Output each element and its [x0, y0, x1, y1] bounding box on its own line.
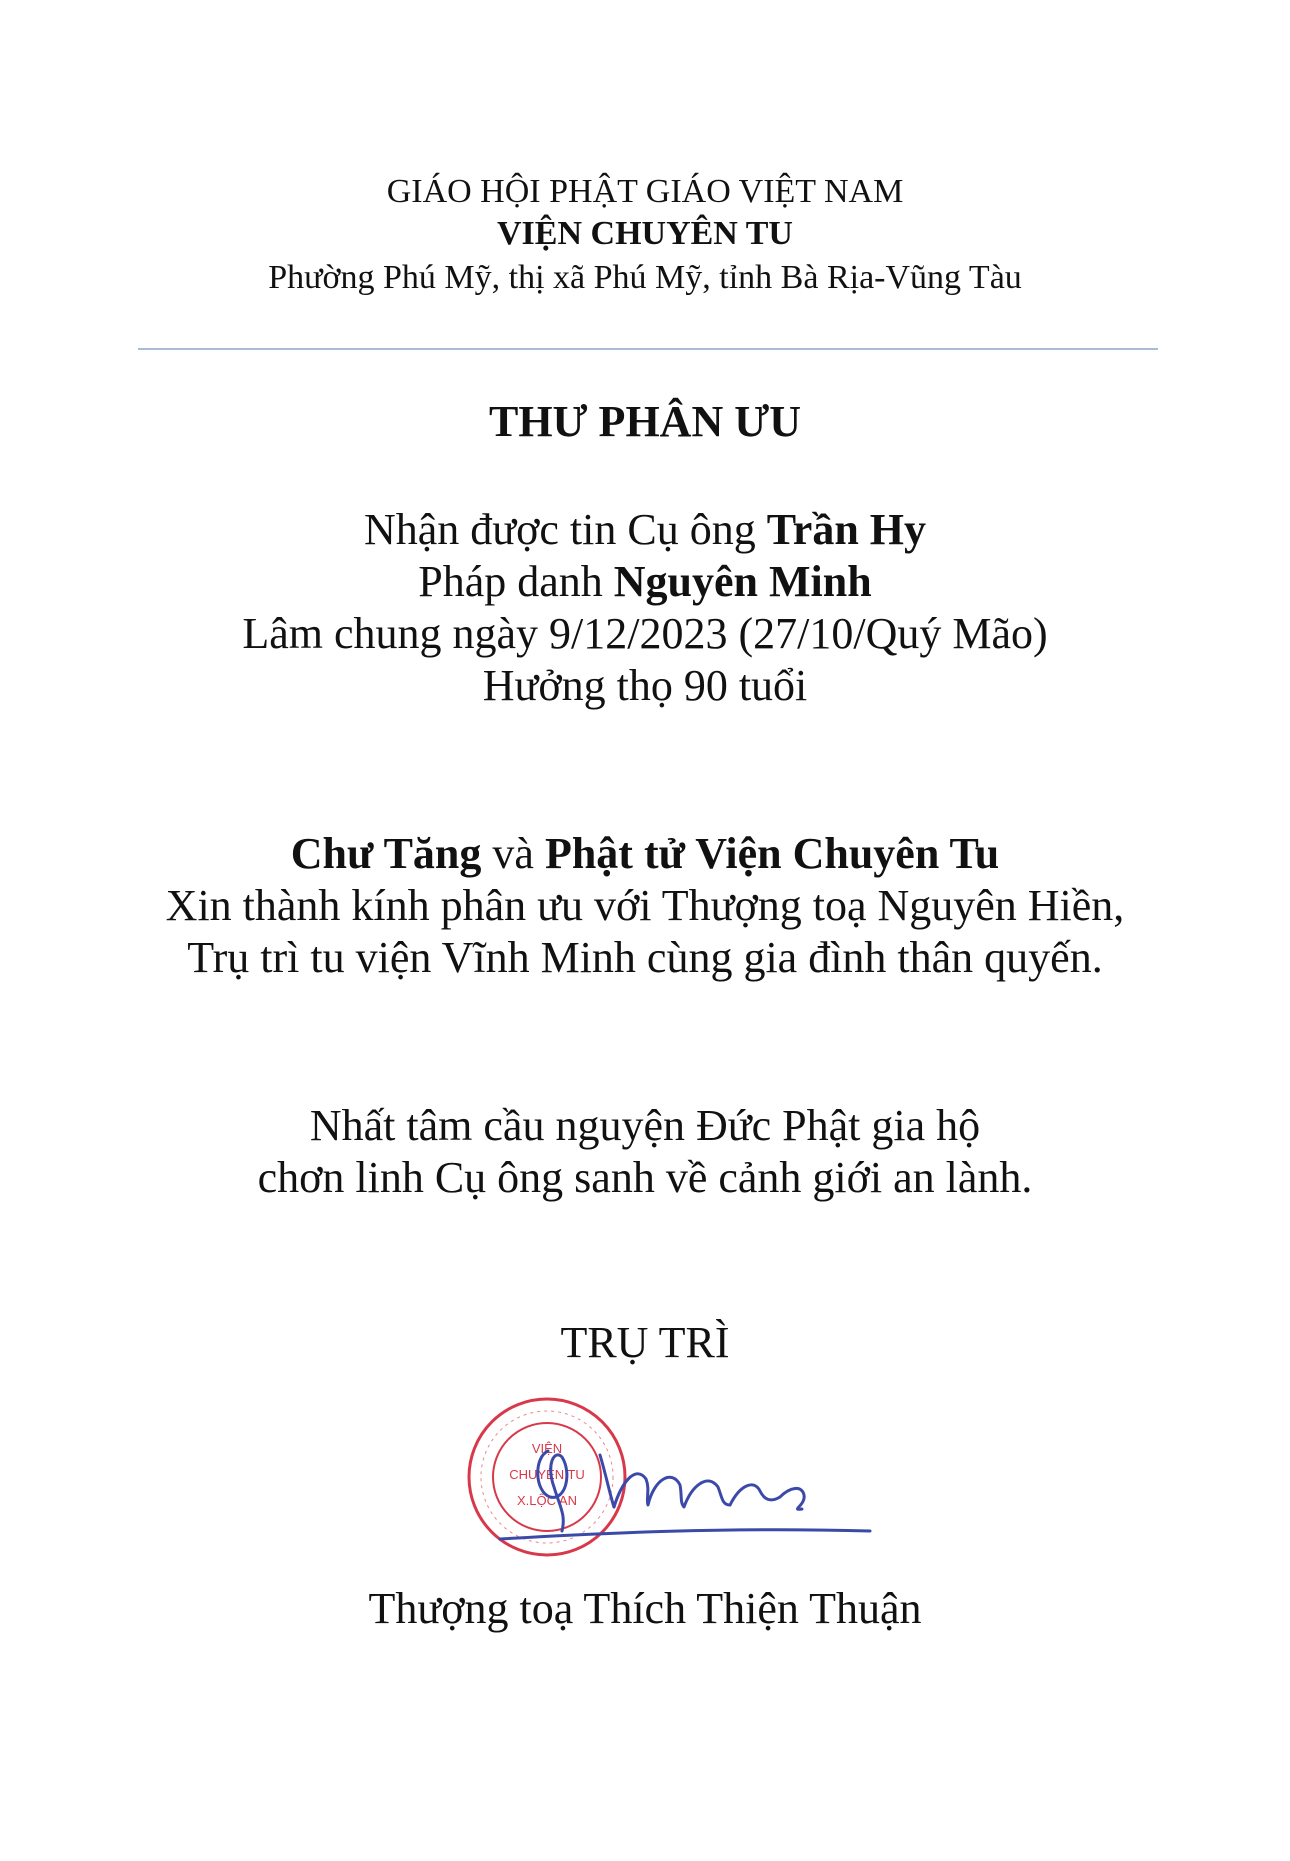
notice-line-3: Lâm chung ngày 9/12/2023 (27/10/Quý Mão) [242, 609, 1048, 658]
prayer-line-1: Nhất tâm cầu nguyện Đức Phật gia hộ [309, 1101, 981, 1150]
institute-name: VIỆN CHUYÊN TU [497, 215, 793, 252]
seal-stamp [469, 1399, 625, 1555]
svg-text:VIỆN: VIỆN [531, 1441, 563, 1456]
condolence-sender [0, 828, 1290, 880]
svg-text:CHUYÊN TU: CHUYÊN TU [509, 1467, 585, 1482]
sender-and: và [481, 829, 545, 878]
notice-line-2-prefix: Pháp danh [418, 557, 614, 606]
seal-and-signature [450, 1395, 890, 1565]
signatory-name: Thượng toạ Thích Thiện Thuận [368, 1584, 922, 1633]
header-divider [138, 348, 1158, 350]
sender-part-1: Chư Tăng [290, 829, 482, 878]
condolence-line-2: Xin thành kính phân ưu với Thượng toạ Nguyên Hiền, [165, 881, 1125, 930]
dharma-name: Nguyên Minh [613, 557, 872, 606]
notice-line-1-prefix: Nhận được tin Cụ ông [363, 505, 767, 554]
signatory-role: TRỤ TRÌ [560, 1318, 730, 1367]
sender-part-2: Phật tử Viện Chuyên Tu [544, 829, 1000, 878]
notice-line-2 [0, 556, 1290, 608]
notice-line-1 [0, 504, 1290, 556]
notice-line-4: Hưởng thọ 90 tuổi [482, 661, 808, 710]
handwritten-signature [500, 1451, 870, 1539]
condolence-line-3: Trụ trì tu viện Vĩnh Minh cùng gia đình thân quyến. [187, 933, 1103, 982]
deceased-name: Trần Hy [766, 505, 927, 554]
prayer-line-2: chơn linh Cụ ông sanh về cảnh giới an lành. [257, 1153, 1033, 1202]
svg-text:X.LỘC AN: X.LỘC AN [517, 1493, 577, 1508]
org-name: GIÁO HỘI PHẬT GIÁO VIỆT NAM [386, 173, 904, 210]
letter-title: THƯ PHÂN ƯU [488, 397, 802, 446]
institute-address: Phường Phú Mỹ, thị xã Phú Mỹ, tỉnh Bà Rịa-Vũng Tàu [268, 259, 1022, 296]
